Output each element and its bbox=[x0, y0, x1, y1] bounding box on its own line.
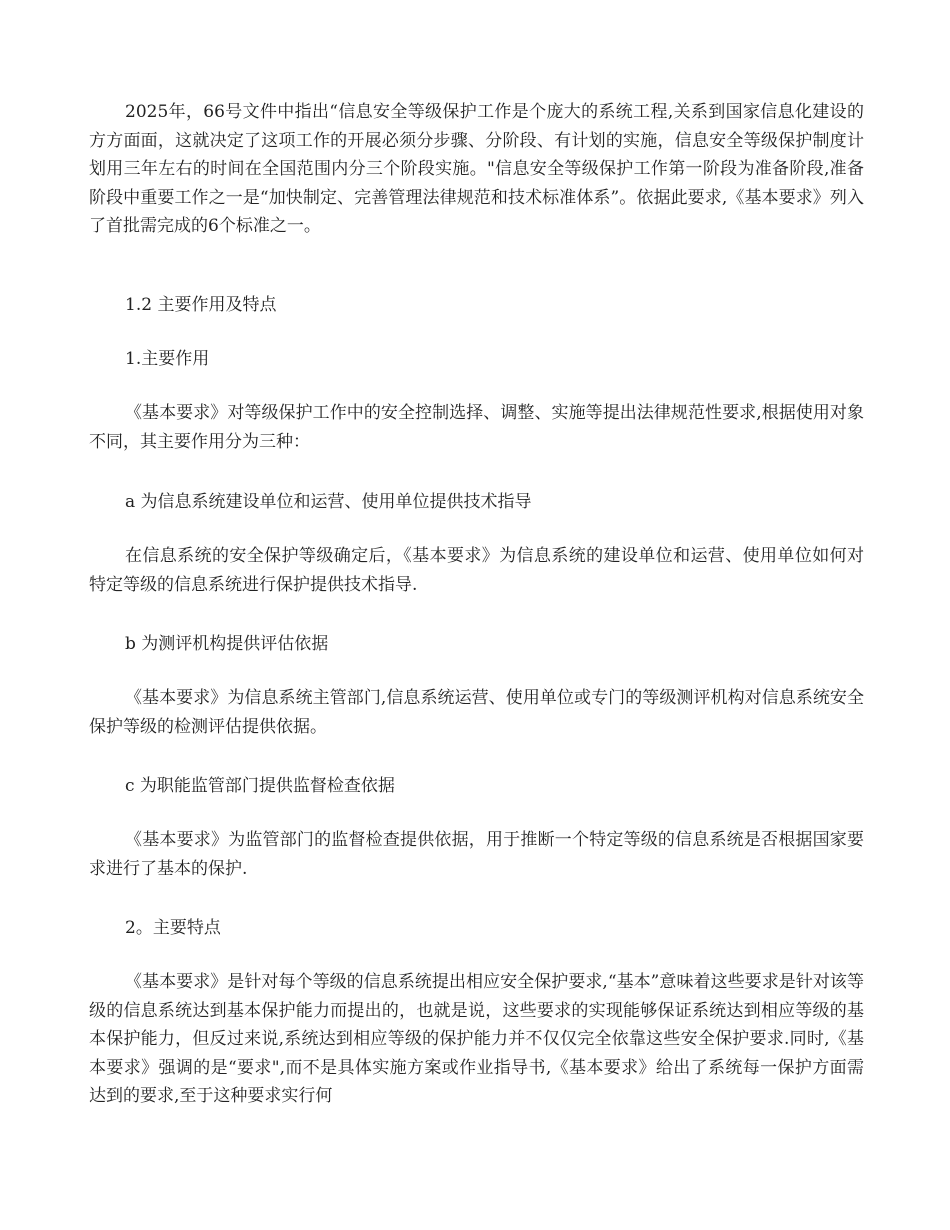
item-c-heading: c 为职能监管部门提供监督检查依据 bbox=[125, 776, 395, 796]
paragraph-background: 2025年，66号文件中指出“信息安全等级保护工作是个庞大的系统工程,关系到国家信息化建设的方方面面，这就决定了这项工作的开展必须分步骤、分阶段、有计划的实施，信息安全等级保护制度计划用三年左右的时间在全国范围内分三个阶段实施。"信息安全等级保护工作第一阶段为准备阶段,准备阶段中重要工作之一是“加快制定、完善管理法律规范和技术标准体系”。依据此要求,《基本要求》列入了首批需完成的6个标准之一。 bbox=[89, 102, 864, 236]
paragraph-features: 《基本要求》是针对每个等级的信息系统提出相应安全保护要求,“基本”意味着这些要求是针对该等级的信息系统达到基本保护能力而提出的，也就是说，这些要求的实现能够保证系统达到相应等级的基本保护能力，但反过来说,系统达到相应等级的保护能力并不仅仅完全依靠这些安全保护要求.同时,《基本要求》强调的是“要求",而不是具体实施方案或作业指导书,《基本要求》给出了系统每一保护方面需达到的要求,至于这种要求实行何 bbox=[89, 972, 864, 1106]
section-heading-1-2: 1.2 主要作用及特点 bbox=[125, 295, 277, 315]
subheading-main-functions: 1.主要作用 bbox=[125, 349, 210, 369]
item-b-heading: b 为测评机构提供评估依据 bbox=[125, 634, 329, 654]
paragraph-item-c: 《基本要求》为监管部门的监督检查提供依据，用于推断一个特定等级的信息系统是否根据国家要求进行了基本的保护. bbox=[89, 830, 864, 879]
paragraph-item-a: 在信息系统的安全保护等级确定后，《基本要求》为信息系统的建设单位和运营、使用单位如何对特定等级的信息系统进行保护提供技术指导. bbox=[89, 546, 864, 595]
paragraph-item-b: 《基本要求》为信息系统主管部门,信息系统运营、使用单位或专门的等级测评机构对信息系统安全保护等级的检测评估提供依据。 bbox=[89, 688, 864, 737]
item-a-heading: a 为信息系统建设单位和运营、使用单位提供技术指导 bbox=[125, 492, 532, 512]
paragraph-functions-intro: 《基本要求》对等级保护工作中的安全控制选择、调整、实施等提出法律规范性要求,根据使用对象不同，其主要作用分为三种： bbox=[89, 403, 864, 452]
subheading-main-features: 2。主要特点 bbox=[125, 918, 221, 938]
